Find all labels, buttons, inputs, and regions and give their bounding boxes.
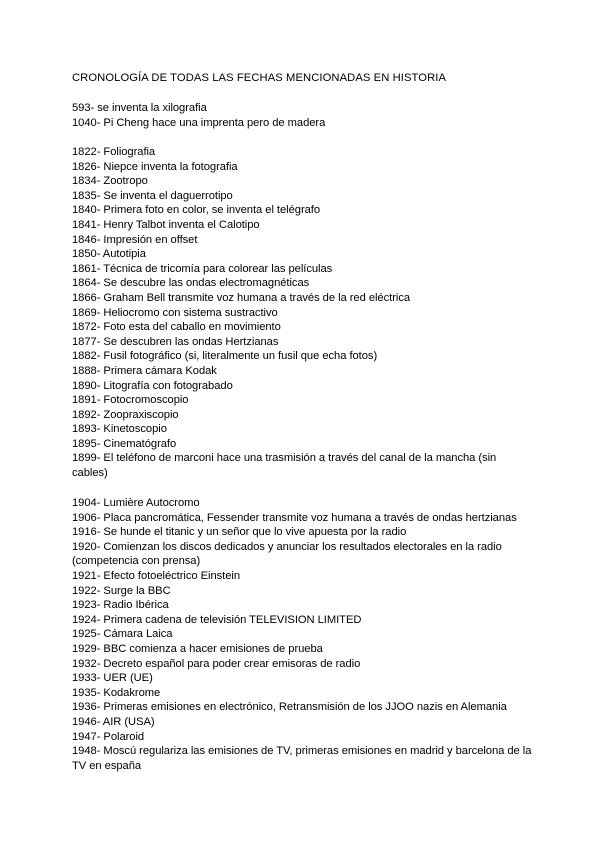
timeline-entry: 1916- Se hunde el titanic y un señor que lo vive apuesta por la radio [72, 526, 407, 539]
timeline-entry: 1040- Pi Cheng hace una imprenta pero de madera [72, 116, 326, 129]
section-1900s [72, 496, 532, 773]
timeline-entry: 1826- Niepce inventa la fotografia [72, 160, 238, 173]
timeline-entry: 1933- UER (UE) [72, 672, 153, 685]
timeline-entry: 1946- AIR (USA) [72, 715, 155, 728]
timeline-entry: 1906- Placa pancromática, Fessender transmite voz humana a través de ondas hertzianas [72, 511, 517, 524]
timeline-entry: 1923- Radio Ibérica [72, 599, 169, 612]
timeline-entry: 1899- El teléfono de marconi hace una trasmisión a través del canal de la mancha (sin cables) [72, 452, 497, 480]
section-1800s [72, 145, 532, 481]
timeline-entry: 1935- Kodakrome [72, 686, 161, 699]
timeline-entry: 1888- Primera cámara Kodak [72, 364, 217, 377]
timeline-entry: 1920- Comienzan los discos dedicados y anunciar los resultados electorales en la radio (competencia con prensa) [72, 540, 502, 568]
timeline-entry: 1822- Foliografia [72, 146, 156, 158]
timeline-entry: 1835- Se inventa el daguerrotipo [72, 189, 233, 202]
timeline-entry: 1936- Primeras emisiones en electrónico, Retransmisión de los JJOO nazis en Alemania [72, 701, 507, 714]
timeline-entry: 1869- Heliocromo con sistema sustractivo [72, 306, 278, 319]
timeline-entry: 1872- Foto esta del caballo en movimiento [72, 321, 281, 334]
timeline-entry: 1932- Decreto español para poder crear emisoras de radio [72, 657, 361, 670]
timeline-entry: 1924- Primera cadena de televisión TELEVISION LIMITED [72, 613, 362, 626]
timeline-entry: 1948- Moscú regulariza las emisiones de TV, primeras emisiones en madrid y barcelona de la TV en españa [72, 745, 532, 772]
timeline-entry: 593- se inventa la xilografia [72, 102, 207, 114]
document-title: CRONOLOGÍA DE TODAS LAS FECHAS MENCIONADAS EN HISTORIA [72, 72, 447, 84]
timeline-entry: 1861- Técnica de tricomía para colorear las películas [72, 262, 333, 275]
timeline-entry: 1841- Henry Talbot inventa el Calotipo [72, 218, 260, 231]
timeline-entry: 1866- Graham Bell transmite voz humana a través de la red eléctrica [72, 291, 411, 304]
timeline-entry: 1922- Surge la BBC [72, 584, 171, 597]
timeline-entry: 1925- Cámara Laica [72, 628, 173, 641]
timeline-entry: 1877- Se descubren las ondas Hertzianas [72, 335, 279, 348]
timeline-entry: 1850- Autotipia [72, 248, 146, 261]
timeline-entry: 1846- Impresión en offset [72, 233, 198, 246]
timeline-entry: 1864- Se descubre las ondas electromagnéticas [72, 277, 310, 290]
timeline-entry: 1891- Fotocromoscopio [72, 394, 189, 407]
timeline-entry: 1890- Litografía con fotograbado [72, 379, 233, 392]
timeline-entry: 1893- Kinetoscopio [72, 423, 167, 436]
timeline-entry: 1840- Primera foto en color, se inventa el telégrafo [72, 204, 321, 217]
section-early [72, 101, 532, 130]
timeline-entry: 1892- Zoopraxiscopio [72, 408, 179, 421]
timeline-entry: 1929- BBC comienza a hacer emisiones de prueba [72, 642, 323, 655]
timeline-entry: 1947- Polaroid [72, 730, 145, 743]
timeline-entry: 1921- Efecto fotoeléctrico Einstein [72, 569, 241, 582]
timeline-entry: 1882- Fusil fotográfico (si, literalmente un fusil que echa fotos) [72, 350, 378, 363]
timeline-entry: 1834- Zootropo [72, 175, 148, 188]
timeline-entry: 1904- Lumière Autocromo [72, 497, 200, 509]
timeline-entry: 1895- Cinematógrafo [72, 437, 177, 450]
